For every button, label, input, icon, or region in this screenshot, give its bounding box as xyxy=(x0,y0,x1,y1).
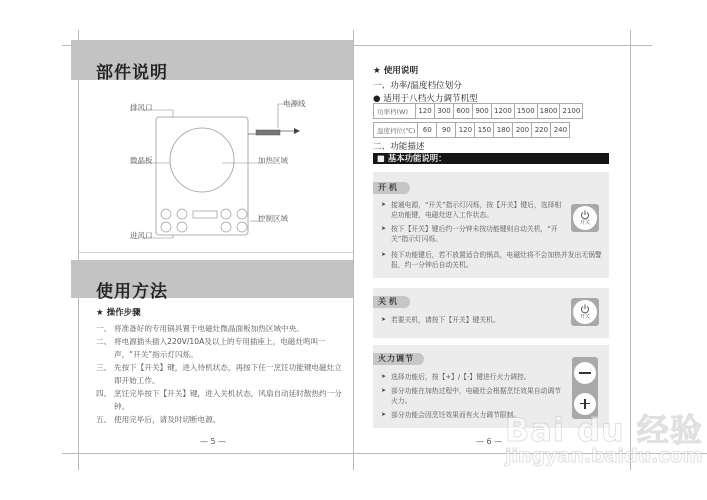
temp-value: 60 xyxy=(418,123,437,138)
operation-steps xyxy=(96,307,346,426)
temp-value: 220 xyxy=(532,123,551,138)
model-note: ● 适用于八档火力调节机型 xyxy=(373,94,478,104)
power-off-section xyxy=(373,288,609,338)
arrow-bullet-icon: ➤ xyxy=(381,251,387,258)
minus-icon xyxy=(574,362,596,384)
power-icon xyxy=(573,206,597,230)
arrow-bullet-icon: ➤ xyxy=(381,373,387,380)
step-text: 先按下【开关】键，进入待机状态，再按下任一烹饪功能键电磁灶立即开始工作。 xyxy=(114,363,342,385)
bullet-text: 按下【开关】键后约一分钟未按功能键则自动关机，“开关”指示灯闪烁。 xyxy=(391,225,558,243)
power-level-table xyxy=(373,103,583,119)
usage-instructions-title: ★ 使用说明 xyxy=(373,66,419,76)
power-value: 1500 xyxy=(514,104,537,119)
cooktop-outline-icon xyxy=(0,0,360,260)
bullet-text: 接通电源，“开关”指示灯闪烁，按【开关】键后，选择相应功能键，电磁灶进入工作状态。 xyxy=(391,201,562,219)
step-text: 将准备好的专用锅具置于电磁灶微晶面板加热区域中央。 xyxy=(114,324,304,333)
bullet-item xyxy=(381,224,567,244)
power-on-bullets xyxy=(381,200,567,248)
step-item xyxy=(96,322,346,335)
power-off-tag: 关机 xyxy=(373,296,410,308)
bullet-item xyxy=(381,386,567,406)
bullet-item xyxy=(381,372,567,382)
crystal-panel-label: 微晶板 xyxy=(130,156,153,165)
step-text: 将电源插头插入220V/10A及以上的专用插座上，电磁灶鸣叫一声，“开关”指示灯闪烁。 xyxy=(114,337,326,359)
step-item xyxy=(96,387,346,413)
watermark-brand: Bai du 经验 xyxy=(505,411,703,449)
power-icon xyxy=(573,300,597,324)
temp-value: 90 xyxy=(437,123,456,138)
page-number-left: — 5 — xyxy=(200,437,227,446)
power-value: 900 xyxy=(473,104,492,119)
power-value: 1800 xyxy=(537,104,560,119)
power-temp-title: 一、功率/温度档位划分 xyxy=(373,81,462,91)
power-value: 2100 xyxy=(560,104,583,119)
temp-table-label: 温度档位(℃) xyxy=(374,123,418,138)
temp-value: 120 xyxy=(456,123,475,138)
bullet-text: 选择功能后，按【+】/【-】键进行火力调控。 xyxy=(391,373,531,381)
power-on-tag: 开机 xyxy=(373,182,410,194)
bullet-text: 部分功能在加热过程中，电磁灶会根据烹饪效果自动调节火力。 xyxy=(391,387,561,405)
step-item xyxy=(96,413,346,426)
power-icon-label: 开关 xyxy=(579,314,590,320)
step-number: 二、 xyxy=(96,337,112,346)
arrow-bullet-icon: ➤ xyxy=(381,411,387,418)
bullet-item xyxy=(381,250,606,270)
cooktop-diagram xyxy=(0,0,360,260)
power-on-bullets-wide xyxy=(381,250,606,274)
step-item xyxy=(96,361,346,387)
temp-value: 150 xyxy=(475,123,494,138)
temperature-level-table xyxy=(373,122,570,138)
temp-value: 240 xyxy=(551,123,570,138)
temp-value: 200 xyxy=(513,123,532,138)
plus-icon xyxy=(574,393,596,415)
watermark-url: jingyan.baidu.com xyxy=(505,445,703,467)
power-value: 1200 xyxy=(492,104,515,119)
arrow-bullet-icon: ➤ xyxy=(381,201,387,208)
bullet-item xyxy=(381,410,567,420)
step-number: 四、 xyxy=(96,389,112,398)
page-number-right: — 6 — xyxy=(476,437,503,446)
heating-zone-label: 加热区域 xyxy=(258,156,288,165)
step-text: 使用完毕后，请及时切断电源。 xyxy=(114,415,221,424)
heat-adjust-section xyxy=(373,345,609,428)
heat-adjust-bullets xyxy=(381,372,567,424)
bullet-text: 若要关机，请按下【开关】键关机。 xyxy=(391,316,500,324)
function-description-title: 二、功能描述 xyxy=(373,142,425,152)
bullet-text: 按下功能键后，若不放置适合的锅具，电磁灶将不会加热并发出无锅警报，约一分钟后自动关机。 xyxy=(391,251,602,269)
arrow-bullet-icon: ➤ xyxy=(381,316,387,323)
bullet-text: 部分功能会因烹饪效果而有火力调节限制。 xyxy=(391,411,521,419)
power-table-label: 功率档(W) xyxy=(374,104,416,119)
step-number: 一、 xyxy=(96,324,112,333)
power-value: 120 xyxy=(416,104,435,119)
power-button-illustration xyxy=(571,298,599,326)
step-item xyxy=(96,335,346,361)
control-zone-label: 控制区域 xyxy=(258,214,288,223)
bullet-item xyxy=(381,315,567,325)
power-value: 600 xyxy=(454,104,473,119)
arrow-bullet-icon: ➤ xyxy=(381,225,387,232)
power-icon-label: 开关 xyxy=(579,220,590,226)
exhaust-vent-label: 排风口 xyxy=(130,103,153,112)
intake-vent-label: 进风口 xyxy=(130,231,153,240)
power-cord-label: 电源线 xyxy=(283,99,306,108)
power-value: 300 xyxy=(435,104,454,119)
power-button-illustration xyxy=(571,204,599,232)
steps-title: ★ 操作步骤 xyxy=(96,308,141,318)
bullet-item xyxy=(381,200,567,220)
basic-function-bar: ■ 基本功能说明： xyxy=(373,153,609,164)
power-off-bullets xyxy=(381,315,567,329)
parts-section-title: 部件说明 xyxy=(96,63,168,83)
usage-header-band xyxy=(71,260,353,302)
heat-buttons-illustration xyxy=(572,357,598,419)
temp-value: 180 xyxy=(494,123,513,138)
usage-section-title: 使用方法 xyxy=(96,282,168,302)
step-number: 五、 xyxy=(96,415,112,424)
arrow-bullet-icon: ➤ xyxy=(381,387,387,394)
divider-line xyxy=(78,252,353,253)
power-on-section xyxy=(373,172,609,278)
step-number: 三、 xyxy=(96,363,112,372)
heat-adjust-tag: 火力调节 xyxy=(373,353,424,365)
step-text: 烹饪完毕按下【开关】键，进入关机状态，风扇自动延时散热约一分钟。 xyxy=(114,389,342,411)
